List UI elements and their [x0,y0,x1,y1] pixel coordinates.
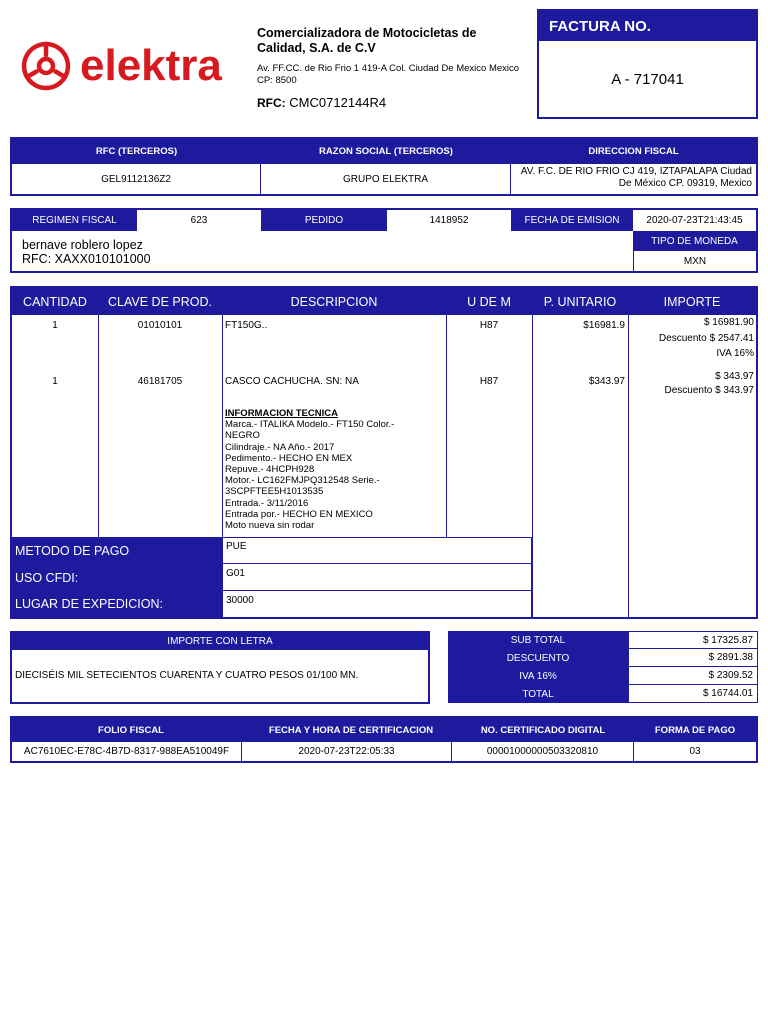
moneda-label: TIPO DE MONEDA [633,231,756,251]
amount-words-box [10,631,430,704]
third-party-razon-value: GRUPO ELEKTRA [261,164,511,194]
item-1-importe-amount: $ 16981.90 [703,317,754,328]
logo-text: elektra [80,41,222,90]
col-udem: U DE M [446,288,532,315]
tech-info-line: Motor.- LC162FMJPQ312548 Serie.- [225,475,380,487]
invoice-label: FACTURA NO. [539,11,756,41]
tech-info-title: INFORMACION TECNICA [225,408,338,419]
total-value: $ 16744.01 [628,685,758,703]
moneda-value: MXN [633,251,756,271]
tech-info-line: 3SCPFTEE5H1013535 [225,486,324,498]
fecha-certificacion-header: FECHA Y HORA DE CERTIFICACION [250,718,452,742]
regimen-value: 623 [190,215,208,226]
tech-info-line: Entrada por.- HECHO EN MEXICO [225,508,373,520]
company-rfc-label: RFC: [257,96,286,110]
pedido-label: PEDIDO [261,210,387,231]
col-cantidad: CANTIDAD [12,288,98,315]
elektra-logo-icon [16,36,246,96]
col-divider [446,315,447,537]
folio-fiscal-value: AC7610EC-E78C-4B7D-8317-988EA510049F [12,742,242,761]
elektra-logo [16,36,246,96]
uso-cfdi-value: G01 [222,564,532,591]
tech-info-line: Entrada.- 3/11/2016 [225,497,309,509]
descuento-value: $ 2891.38 [628,649,758,667]
items-table [10,286,758,619]
fiscal-block [10,208,758,273]
third-party-direccion-value: AV. F.C. DE RIO FRIO CJ 419, IZTAPALAPA Ciudad De México CP. 09319, Mexico [520,166,752,189]
customer-name: bernave roblero lopez [22,238,143,252]
col-descripcion: DESCRIPCION [222,288,446,315]
pedido-value: 1418952 [429,215,469,226]
item-1-descripcion: FT150G.. [225,320,268,331]
item-1-clave: 01010101 [137,320,183,331]
regimen-label: REGIMEN FISCAL [12,210,137,231]
forma-pago-header: FORMA DE PAGO [634,718,756,742]
company-name: Comercializadora de Motocicletas de Calidad, S.A. de C.V [257,26,477,55]
amount-words-text: DIECISÉIS MIL SETECIENTOS CUARENTA Y CUATRO PESOS 01/100 MN. [15,669,359,681]
descuento-label: DESCUENTO [506,652,570,664]
col-divider [98,315,99,537]
forma-pago-value: 03 [689,746,701,757]
col-divider [222,315,223,537]
tech-info-line: Cilindraje.- NA Año.- 2017 [225,441,335,453]
item-2-cantidad: 1 [52,376,58,387]
item-1-importe-iva: IVA 16% [716,348,754,359]
fecha-certificacion-value: 2020-07-23T22:05:33 [242,742,452,761]
tech-info-line: Marca.- ITALIKA Modelo.- FT150 Color.- [225,419,395,431]
col-divider [532,315,533,617]
company-address: Av. FF.CC. de Rio Frio 1 419-A Col. Ciudad De Mexico Mexico CP: 8500 [257,63,520,86]
item-2-importe [628,370,754,398]
col-clave: CLAVE DE PROD. [98,288,222,315]
item-1-unitario: $16981.9 [583,320,625,331]
tech-info-line: Moto nueva sin rodar [225,520,315,532]
item-2-clave: 46181705 [137,376,183,387]
fecha-emision-value: 2020-07-23T21:43:45 [646,215,743,226]
item-1-importe [628,315,754,362]
metodo-pago-label: METODO DE PAGO [15,544,130,558]
item-2-udem: H87 [479,376,499,387]
third-party-direccion-header: DIRECCION FISCAL [511,139,756,164]
folio-fiscal-header: FOLIO FISCAL [12,718,250,742]
fecha-emision-label: FECHA DE EMISION [511,210,633,231]
tech-info-line: Pedimento.- HECHO EN MEX [225,452,353,464]
item-2-unitario: $343.97 [588,376,625,387]
certificado-digital-header: NO. CERTIFICADO DIGITAL [452,718,634,742]
total-label: TOTAL [522,688,554,700]
company-rfc [257,95,386,110]
lugar-expedicion-label: LUGAR DE EXPEDICION: [15,597,163,611]
amount-words-label: IMPORTE CON LETRA [12,633,428,650]
third-party-rfc-header: RFC (TERCEROS) [12,139,261,164]
item-1-importe-descuento: Descuento $ 2547.41 [658,332,754,344]
customer-rfc: RFC: XAXX010101000 [22,252,151,266]
third-party-rfc-value: GEL9112136Z2 [12,164,261,194]
third-party-table [10,137,758,196]
subtotal-label: SUB TOTAL [510,634,566,646]
uso-cfdi-label: USO CFDI: [15,571,79,585]
subtotal-value: $ 17325.87 [628,631,758,649]
tech-info [225,408,445,531]
certificado-digital-value: 00001000000503320810 [452,742,634,761]
lugar-expedicion-value: 30000 [222,591,532,618]
invoice-number: A - 717041 [611,70,684,88]
invoice-box [537,9,758,119]
tech-info-line: NEGRO [225,430,260,442]
item-1-cantidad: 1 [52,320,58,331]
col-importe: IMPORTE [628,288,756,315]
col-unitario: P. UNITARIO [532,288,628,315]
tech-info-line: Repuve.- 4HCPH928 [225,464,315,476]
totals-box [448,631,758,703]
iva-value: $ 2309.52 [628,667,758,685]
item-1-udem: H87 [479,320,499,331]
certification-table [10,716,758,763]
company-rfc-value: CMC0712144R4 [289,95,387,110]
item-2-descripcion: CASCO CACHUCHA. SN: NA [225,376,359,387]
metodo-pago-value: PUE [222,537,532,564]
item-2-importe-amount: $ 343.97 [715,371,754,382]
third-party-razon-header: RAZON SOCIAL (TERCEROS) [261,139,511,164]
iva-label: IVA 16% [519,670,557,682]
item-2-importe-descuento: Descuento $ 343.97 [664,385,754,396]
